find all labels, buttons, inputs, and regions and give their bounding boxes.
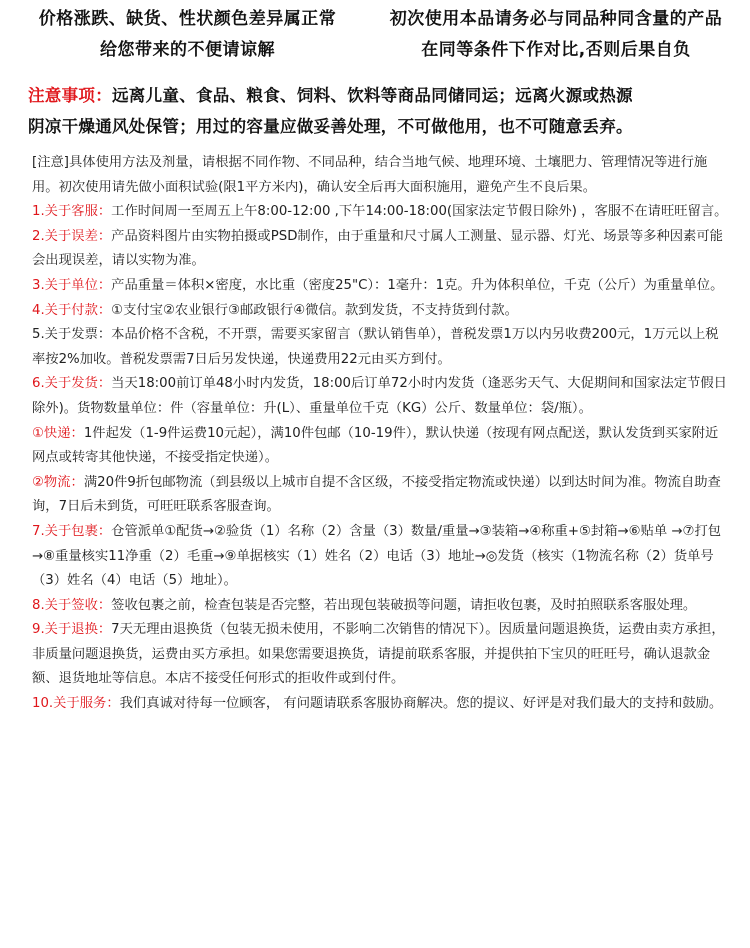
caution-block bbox=[28, 80, 734, 142]
caution-label: 注意事项： bbox=[28, 86, 112, 105]
note-general: [注意]具体使用方法及剂量，请根据不同作物、不同品种，结合当地气候、地理环境、土壤肥力、管理情况等进行施用。初次使用请先做小面积试验(限1平方米内)，确认安全后再大面积施用，避免产生不良后果。 bbox=[32, 155, 708, 195]
note-payment: 4.关于付款：①支付宝②农业银行③邮政银行④微信。款到发货，不支持货到付款。 bbox=[32, 302, 518, 318]
header-left-line-2: 给您带来的不便请谅解 bbox=[100, 40, 275, 60]
note-invoice: 5.关于发票：本品价格不含税，不开票，需要买家留言（默认销售单），普税发票1万以内另收费200元，1万元以上税率按2%加收。普税发票需7日后另发快递，快递费用22元由买方到付。 bbox=[32, 327, 719, 367]
header-left-line-1: 价格涨跌、缺货、性状颜色差异属正常 bbox=[38, 9, 337, 29]
note-express: ①快递：1件起发（1-9件运费10元起），满10件包邮（10-19件），默认快递（按现有网点配送，默认发货到买家附近网点或转寄其他快递，不接受指定快递）。 bbox=[32, 425, 719, 466]
note-service: 10.关于服务：我们真诚对待每一位顾客， 有问题请联系客服协商解决。您的提议、好评是对我们最大的支持和鼓励。 bbox=[32, 696, 723, 712]
caution-text-1: 远离儿童、食品、粮食、饲料、饮料等商品同储同运；远离火源或热源 bbox=[112, 86, 633, 105]
note-shipping: 6.关于发货：当天18:00前订单48小时内发货，18:00后订单72小时内发货（逢恶劣天气、大促期间和国家法定节假日除外)。货物数量单位：件（容量单位：升(L）、重量单位千克（KG）公斤、数量单位：袋/瓶）。 bbox=[32, 376, 727, 416]
header-right-notice bbox=[372, 4, 740, 66]
header-banner bbox=[0, 0, 750, 70]
note-logistics: ②物流：满20件9折包邮物流（到县级以上城市自提不含区级，不接受指定物流或快递）以到达时间为准。物流自助查询，7日后未到货，可旺旺联系客服查询。 bbox=[32, 474, 721, 515]
header-right-line-2: 在同等条件下作对比,否则后果自负 bbox=[421, 40, 691, 60]
note-package: 7.关于包裹：仓管派单①配货→②验货（1）名称（2）含量（3）数量/重量→③装箱→④称重+⑤封箱→⑥贴单 →⑦打包→⑧重量核实11净重（2）毛重→⑨单据核实（1）姓名（2）电话（3）地址→◎发货（核实（1物流名称（2）货单号（3）姓名（4）电话（5）地址）。 bbox=[32, 523, 722, 589]
note-customer-service: 1.关于客服：工作时间周一至周五上午8:00-12:00 ,下午14:00-18:00(国家法定节假日除外) ，客服不在请旺旺留言。 bbox=[32, 204, 728, 220]
note-returns: 9.关于退换：7天无理由退换货（包装无损未使用，不影响二次销售的情况下）。因质量问题退换货，运费由卖方承担，非质量问题退换货，运费由买方承担。如果您需要退换货，请提前联系客服，并提供拍下宝贝的旺旺号，确认退款金额、退货地址等信息。本店不接受任何形式的拒收件或到付件。 bbox=[32, 622, 725, 687]
caution-line-2: 阴凉干燥通风处保管；用过的容量应做妥善处理，不可做他用，也不可随意丢弃。 bbox=[28, 117, 633, 136]
header-left-notice bbox=[20, 4, 355, 66]
note-signing: 8.关于签收：签收包裹之前，检查包装是否完整，若出现包装破损等问题，请拒收包裹，及时拍照联系客服处理。 bbox=[32, 597, 697, 613]
note-error: 2.关于误差：产品资料图片由实物拍摄或PSD制作，由于重量和尺寸属人工测量、显示器、灯光、场景等多种因素可能会出现误差，请以实物为准。 bbox=[32, 228, 723, 269]
caution-line-1 bbox=[28, 80, 734, 111]
header-right-line-1: 初次使用本品请务必与同品种同含量的产品 bbox=[389, 9, 723, 29]
note-units: 3.关于单位：产品重量＝体积×密度，水比重（密度25"C）：1毫升：1克。升为体积单位，千克（公斤）为重量单位。 bbox=[32, 277, 724, 293]
notes-list bbox=[32, 151, 728, 717]
